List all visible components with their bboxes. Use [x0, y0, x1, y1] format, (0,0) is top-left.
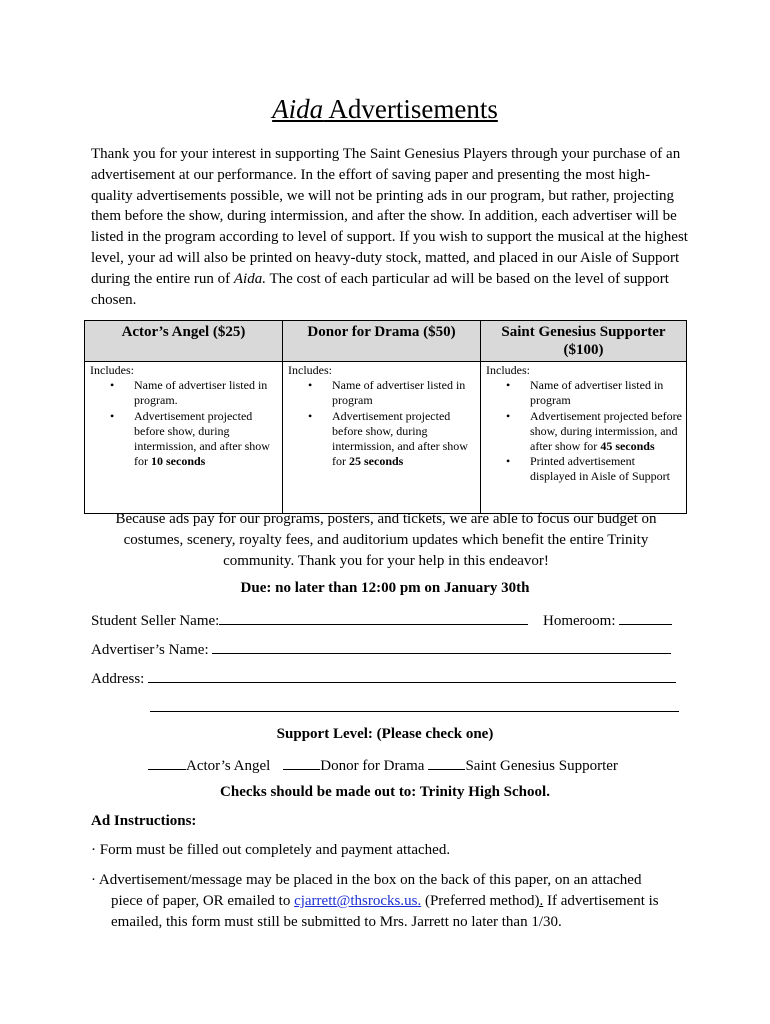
- list-item: [332, 378, 477, 408]
- page-title: [0, 94, 770, 125]
- includes-list: [288, 378, 477, 469]
- includes-list: [90, 378, 279, 469]
- list-item: [530, 409, 683, 455]
- support-options: [148, 755, 618, 775]
- instruction-item-2-line-3: emailed, this form must still be submitted to Mrs. Jarrett no later than 1/30.: [111, 914, 562, 930]
- instruction-text: ).: [534, 893, 544, 909]
- list-item: [134, 378, 279, 408]
- instruction-text: piece of paper, OR emailed to: [111, 893, 295, 909]
- includes-list: [486, 378, 683, 484]
- levels-body-row: [85, 362, 687, 514]
- instruction-item-1: · Form must be filled out completely and payment attached.: [91, 842, 451, 858]
- item-text: Name of advertiser listed in program: [332, 378, 466, 408]
- list-item: [530, 454, 683, 484]
- donor-for-drama-checkbox[interactable]: [283, 755, 320, 770]
- level-cell-actors-angel: [85, 362, 283, 514]
- title-italic: Aida: [272, 94, 324, 124]
- intro-text-1: Thank you for your interest in supporting The Saint Genesius Players through your purchase of an advertisement at our performance. In the effort of saving paper and presenting the most high-quality advertisements possible, we will not be printing ads in our program, but rather, projecting them before the show, during intermission, and after the show. In addition, each advertiser will be listed in the program according to level of support. If you wish to support the musical at the highest level, your ad will also be printed on heavy-duty stock, matted, and placed in our Aisle of Support during the entire run of: [91, 146, 688, 287]
- budget-paragraph: Because ads pay for our programs, posters, and tickets, we are able to focus our budget on costumes, scenery, royalty fees, and auditorium updates which benefit the entire Trinity community. Thank you for your help in this endeavor!: [115, 511, 657, 569]
- address-field[interactable]: [148, 668, 676, 683]
- level-header-saint-genesius: Saint Genesius Supporter ($100): [481, 321, 687, 362]
- student-seller-field[interactable]: [219, 610, 528, 625]
- email-link[interactable]: cjarrett@thsrocks.us.: [294, 893, 422, 909]
- item-text: Printed advertisement displayed in Aisle of Support: [530, 454, 670, 484]
- homeroom-field[interactable]: [619, 610, 672, 625]
- levels-header-row: [85, 321, 687, 362]
- support-level-heading: Support Level: (Please check one): [276, 726, 494, 742]
- item-text: Name of advertiser listed in program: [530, 378, 664, 408]
- item-text: Advertisement projected before show, during intermission, and after show for: [134, 408, 270, 469]
- saint-genesius-option: Saint Genesius Supporter: [465, 758, 618, 774]
- saint-genesius-checkbox[interactable]: [428, 755, 465, 770]
- level-cell-saint-genesius: [481, 362, 687, 514]
- homeroom-row: [543, 610, 672, 630]
- advertiser-name-field[interactable]: [212, 639, 671, 654]
- list-item: [332, 409, 477, 470]
- intro-text-2: The cost of each particular ad will be based on the level of support chosen.: [91, 270, 669, 308]
- item-text: Advertisement projected before show, during intermission, and after show for: [332, 408, 468, 469]
- level-header-donor-for-drama: Donor for Drama ($50): [283, 321, 481, 362]
- actors-angel-option: Actor’s Angel: [186, 758, 271, 774]
- item-duration: 25 seconds: [349, 454, 404, 469]
- instruction-text: If advertisement is: [543, 893, 659, 909]
- includes-label: Includes:: [486, 363, 530, 377]
- includes-label: Includes:: [90, 363, 134, 377]
- address-field-line-2[interactable]: [150, 697, 679, 712]
- donor-for-drama-option: Donor for Drama: [320, 758, 425, 774]
- instruction-item-2: [91, 870, 661, 933]
- title-rest: Advertisements: [323, 94, 498, 124]
- support-levels-table: [84, 320, 687, 514]
- level-cell-donor-for-drama: [283, 362, 481, 514]
- student-seller-label: Student Seller Name:: [91, 613, 220, 629]
- ad-instructions-heading: Ad Instructions:: [91, 813, 197, 829]
- intro-italic: Aida.: [233, 270, 266, 287]
- address-row-2: [150, 697, 679, 717]
- actors-angel-checkbox[interactable]: [148, 755, 186, 770]
- level-header-actors-angel: Actor’s Angel ($25): [85, 321, 283, 362]
- student-seller-row: [91, 610, 528, 630]
- instruction-text: (Preferred method: [421, 893, 535, 909]
- list-item: [530, 378, 683, 408]
- advertiser-row: [91, 639, 671, 659]
- checks-payable: Checks should be made out to: Trinity High School.: [220, 784, 550, 800]
- due-date: Due: no later than 12:00 pm on January 30th: [240, 580, 530, 596]
- instruction-item-2-line-2: [91, 891, 661, 912]
- item-duration: 45 seconds: [600, 439, 655, 454]
- advertiser-label: Advertiser’s Name:: [91, 642, 213, 658]
- list-item: [134, 409, 279, 470]
- instruction-item-2-line-1: · Advertisement/message may be placed in the box on the back of this paper, on an attached: [91, 872, 642, 888]
- item-duration: 10 seconds: [151, 454, 206, 469]
- intro-paragraph: [91, 144, 691, 310]
- item-text: Advertisement projected before show, during intermission, and after show for: [530, 408, 682, 454]
- address-row: [91, 668, 676, 688]
- item-text: Name of advertiser listed in program.: [134, 378, 268, 408]
- includes-label: Includes:: [288, 363, 332, 377]
- homeroom-label: Homeroom:: [543, 613, 620, 629]
- address-label: Address:: [91, 671, 149, 687]
